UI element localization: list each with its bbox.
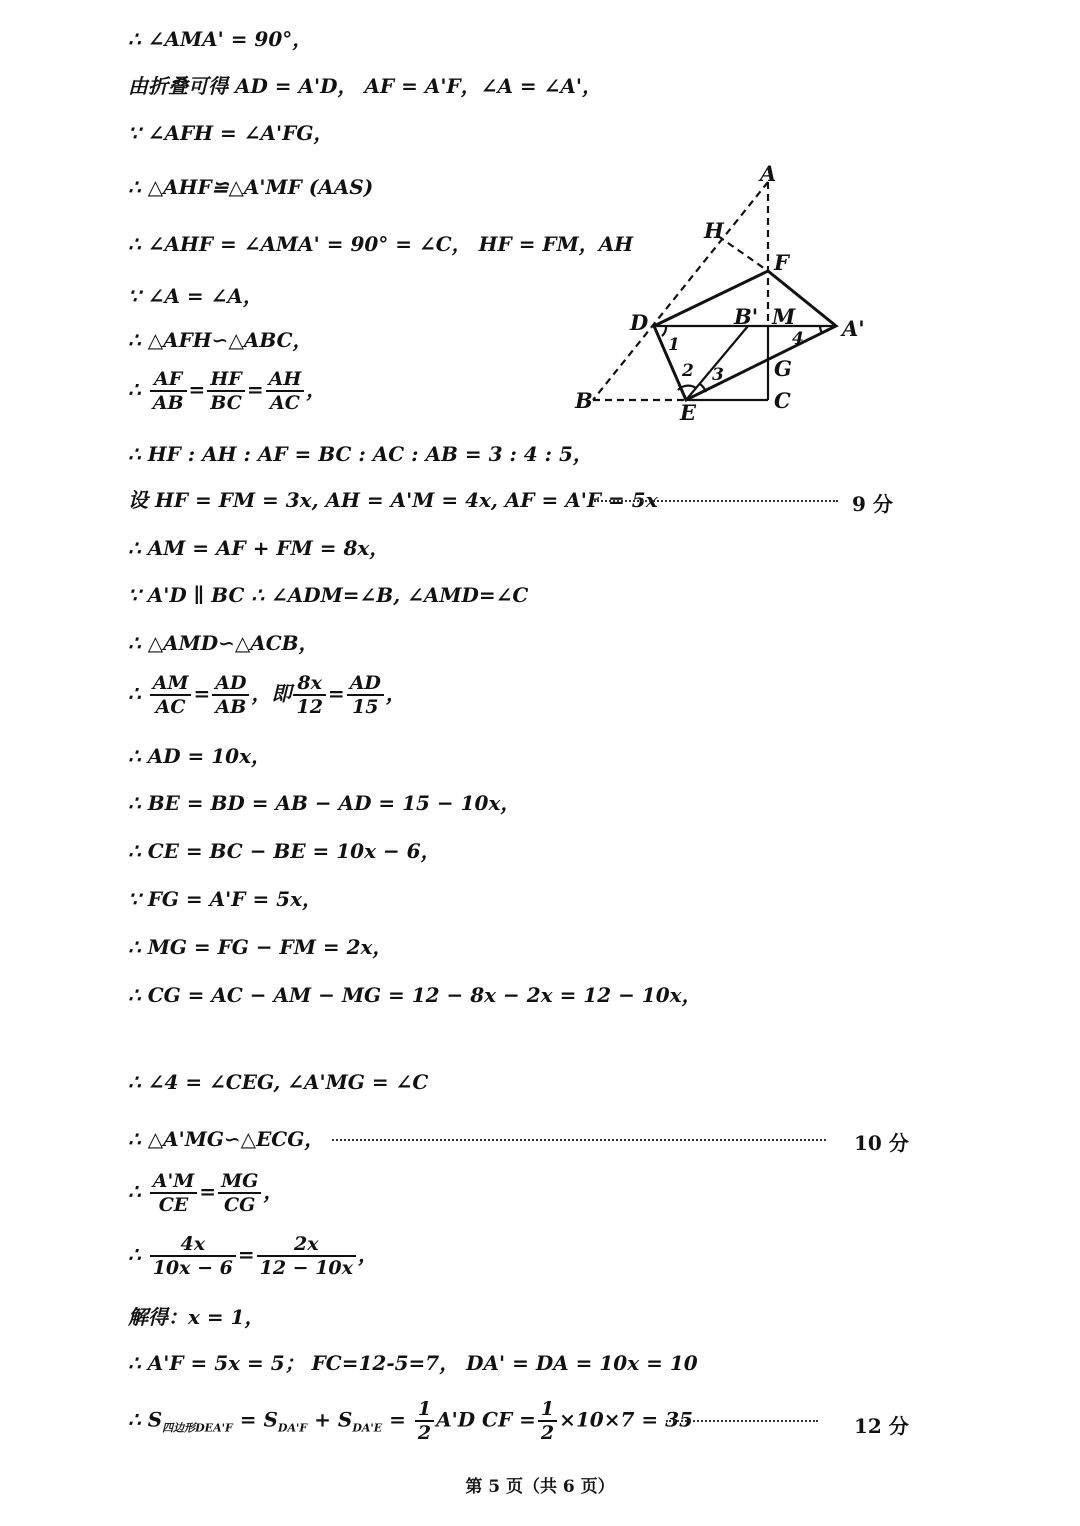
score-10: 10 分 [854,1131,909,1155]
line-15: ∴ AD = 10x， [128,744,271,768]
line-13: ∴ △AMD∽△ACB， [128,631,319,655]
line-27-mid4: A'D CF = [436,1407,536,1432]
line-14-prefix: ∴ [128,681,141,706]
label-g: G [774,356,792,381]
subscript-daf: DA'F [277,1421,308,1435]
line-22: ∴ △A'MG∽△ECG， [128,1127,325,1151]
frac-den: AB [215,696,247,718]
line-16: ∴ BE = BD = AB − AD = 15 − 10x， [128,791,521,815]
frac-num: MG [218,1170,261,1194]
frac-num: HF [207,368,245,392]
frac-den: 2 [540,1422,555,1444]
frac-num: AD [347,672,384,696]
line-6: ∵ ∠A = ∠A， [128,284,263,308]
line-7: ∴ △AFH∽△ABC， [128,328,313,352]
line-2: 由折叠可得 AD = A'D， AF = A'F，∠A = ∠A'， [128,74,603,98]
frac-num: AD [212,672,249,696]
subscript-quad: 四边形DEA'F [162,1421,233,1435]
page-footer: 第 5 页（共 6 页） [465,1477,615,1497]
angle-label-3: 3 [712,365,724,385]
frac-num: 1 [415,1398,434,1422]
frac-num: 8x [293,672,325,696]
angle-label-2: 2 [682,361,694,381]
frac-num: 1 [538,1398,557,1422]
dashed-line-ab [593,182,768,400]
line-23: ∴ $\frac{A'M}{CE}$ = $\frac{MG}{CG}$ ， [128,1170,284,1216]
line-20: ∴ CG = AC − AM − MG = 12 − 8x − 2x = 12 − 10x， [128,983,702,1007]
frac-den: 12 [296,696,323,718]
frac-num: AF [150,368,187,392]
line-8-prefix: ∴ [128,377,141,402]
frac-num: 2x [257,1233,356,1257]
line-5: ∴ ∠AHF = ∠AMA' = 90° = ∠C， HF = FM，AH [128,232,634,256]
angle-arc-1 [662,326,666,336]
frac-den: 10x − 6 [152,1257,233,1279]
line-26: ∴ A'F = 5x = 5； FC=12-5=7， DA' = DA = 10x = 10 [128,1351,698,1375]
line-24-prefix: ∴ [128,1242,141,1267]
line-14: ∴ $\frac{AM}{AC}$ = $\frac{AD}{AB}$ ，即 $\frac{8x}{12}$ = $\frac{AD}{15}$ ， [128,672,406,718]
line-12: ∵ A'D ∥ BC ∴ ∠ADM=∠B, ∠AMD=∠C [128,583,529,607]
line-24: ∴ $\frac{4x}{10x - 6}$ = $\frac{2x}{12 - 10x}$ ， [128,1233,378,1279]
frac-den: CE [158,1194,189,1216]
line-11: ∴ AM = AF + FM = 8x， [128,536,390,560]
line-27-mid2: + S [307,1407,353,1432]
label-m: M [772,304,796,329]
dashed-line-hf [718,236,768,271]
label-c: C [774,388,791,413]
line-21: ∴ ∠4 = ∠CEG, ∠A'MG = ∠C [128,1070,429,1094]
label-h: H [704,218,724,243]
line-27-mid1: = S [232,1407,278,1432]
frac-den: BC [210,392,242,414]
line-23-prefix: ∴ [128,1179,141,1204]
line-14-mid: ，即 [251,681,292,706]
frac-den: CG [224,1194,256,1216]
line-1: ∴ ∠AMA' = 90°， [128,27,313,51]
label-a: A [760,161,777,186]
angle-label-1: 1 [668,335,680,355]
score-12: 12 分 [854,1414,909,1438]
frac-num: 4x [150,1233,236,1257]
frac-den: AC [270,392,300,414]
line-19: ∴ MG = FG − FM = 2x， [128,935,393,959]
line-25: 解得：x = 1， [128,1305,265,1329]
line-10: 设 HF = FM = 3x, AH = A'M = 4x, AF = A'F = 5x [128,488,658,512]
frac-den: AC [155,696,186,718]
label-b-prime: B' [734,304,759,329]
line-18: ∵ FG = A'F = 5x， [128,887,323,911]
frac-den: 12 − 10x [259,1257,353,1279]
score-9: 9 分 [852,492,893,516]
line-eb [686,326,748,400]
frac-den: 2 [417,1422,432,1444]
frac-den: 15 [352,696,379,718]
frac-den: AB [152,392,184,414]
angle-label-4: 4 [792,329,804,349]
line-27-mid3: = [382,1407,406,1432]
subscript-dae: DA'E [352,1421,383,1435]
label-f: F [774,250,789,275]
label-a-prime: A' [842,316,865,341]
line-3: ∵ ∠AFH = ∠A'FG， [128,121,334,145]
label-d: D [630,310,649,335]
line-8: ∴ $\frac{AF}{AB}$ = $\frac{HF}{BC}$ = $\frac{AH}{AC}$ ， [128,368,327,414]
label-e: E [680,400,697,425]
line-9: ∴ HF : AH : AF = BC : AC : AB = 3 : 4 : 5， [128,442,593,466]
frac-num: AH [266,368,305,392]
line-17: ∴ CE = BC − BE = 10x − 6， [128,839,441,863]
label-b: B [575,388,593,413]
frac-num: A'M [150,1170,198,1194]
frac-num: AM [150,672,192,696]
line-4: ∴ △AHF≌△A'MF (AAS) [128,175,374,199]
line-27-end: ×10×7 = 35 [559,1407,693,1432]
line-27-prefix: ∴ S [128,1407,163,1432]
